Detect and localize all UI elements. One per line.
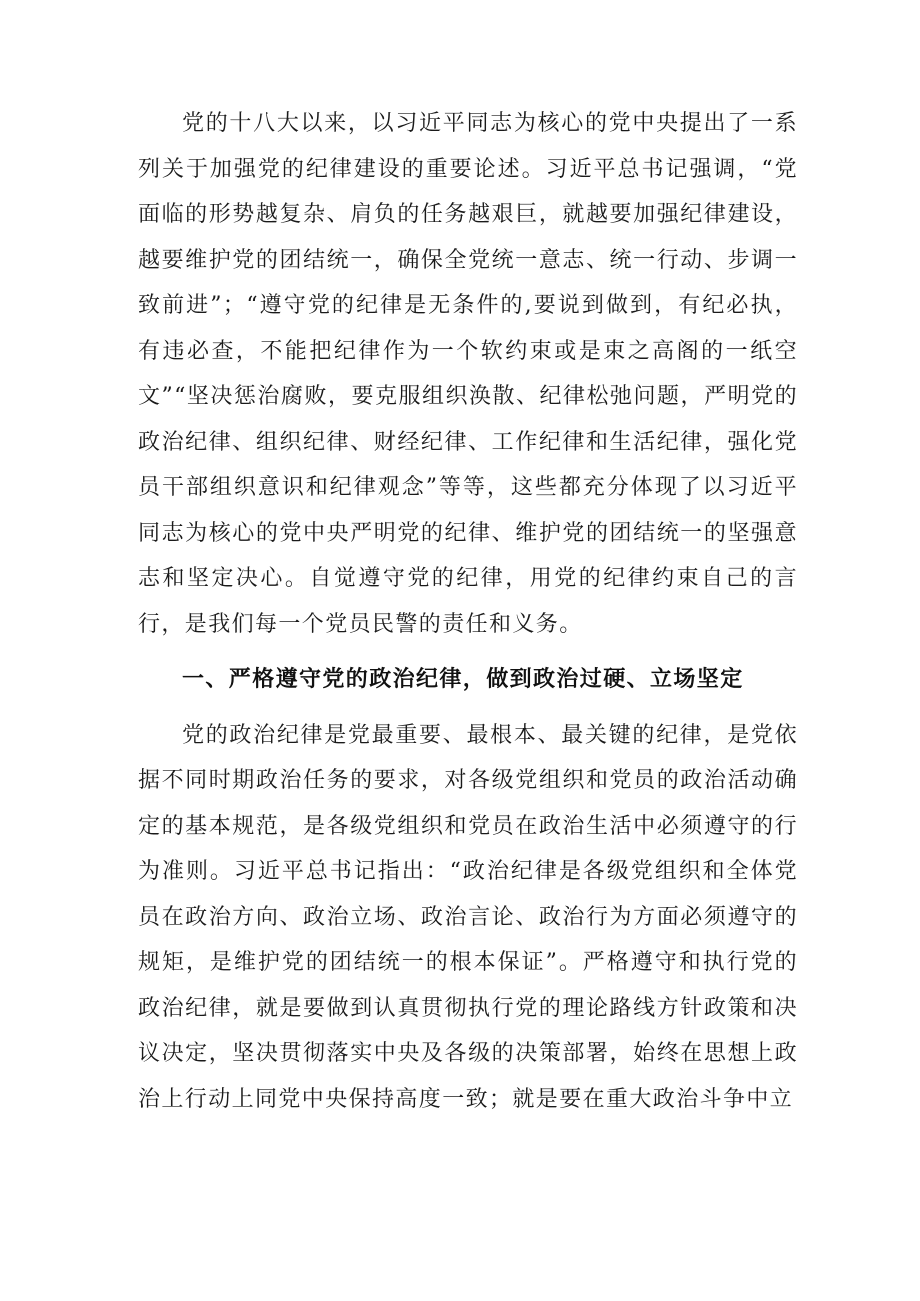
intro-paragraph: 党的十八大以来，以习近平同志为核心的党中央提出了一系列关于加强党的纪律建设的重要论述。习近平总书记强调，“党面临的形势越复杂、肩负的任务越艰巨，就越要加强纪律建设，越要维护党的团结统一，确保全党统一意志、统一行动、步调一致前进”；“遵守党的纪律是无条件的,要说到做到，有纪必执，有违必查，不能把纪律作为一个软约束或是束之高阁的一纸空文”“坚决惩治腐败，要克服组织涣散、纪律松弛问题，严明党的政治纪律、组织纪律、财经纪律、工作纪律和生活纪律，强化党员干部组织意识和纪律观念”等等，这些都充分体现了以习近平同志为核心的党中央严明党的纪律、维护党的团结统一的坚强意志和坚定决心。自觉遵守党的纪律，用党的纪律约束自己的言行，是我们每一个党员民警的责任和义务。 <box>138 111 798 637</box>
section-heading: 一、严格遵守党的政治纪律，做到政治过硬、立场坚定 <box>182 667 744 692</box>
section-paragraph: 党的政治纪律是党最重要、最根本、最关键的纪律，是党依据不同时期政治任务的要求，对各级党组织和党员的政治活动确定的基本规范，是各级党组织和党员在政治生活中必须遵守的行为准则。习近平总书记指出：“政治纪律是各级党组织和全体党员在政治方向、政治立场、政治言论、政治行为方面必须遵守的规矩，是维护党的团结统一的根本保证”。严格遵守和执行党的政治纪律，就是要做到认真贯彻执行党的理论路线方针政策和决议决定，坚决贯彻落实中央及各级的决策部署，始终在思想上政治上行动上同党中央保持高度一致；就是要在重大政治斗争中立 <box>138 722 798 1112</box>
document-body <box>138 101 798 1122</box>
